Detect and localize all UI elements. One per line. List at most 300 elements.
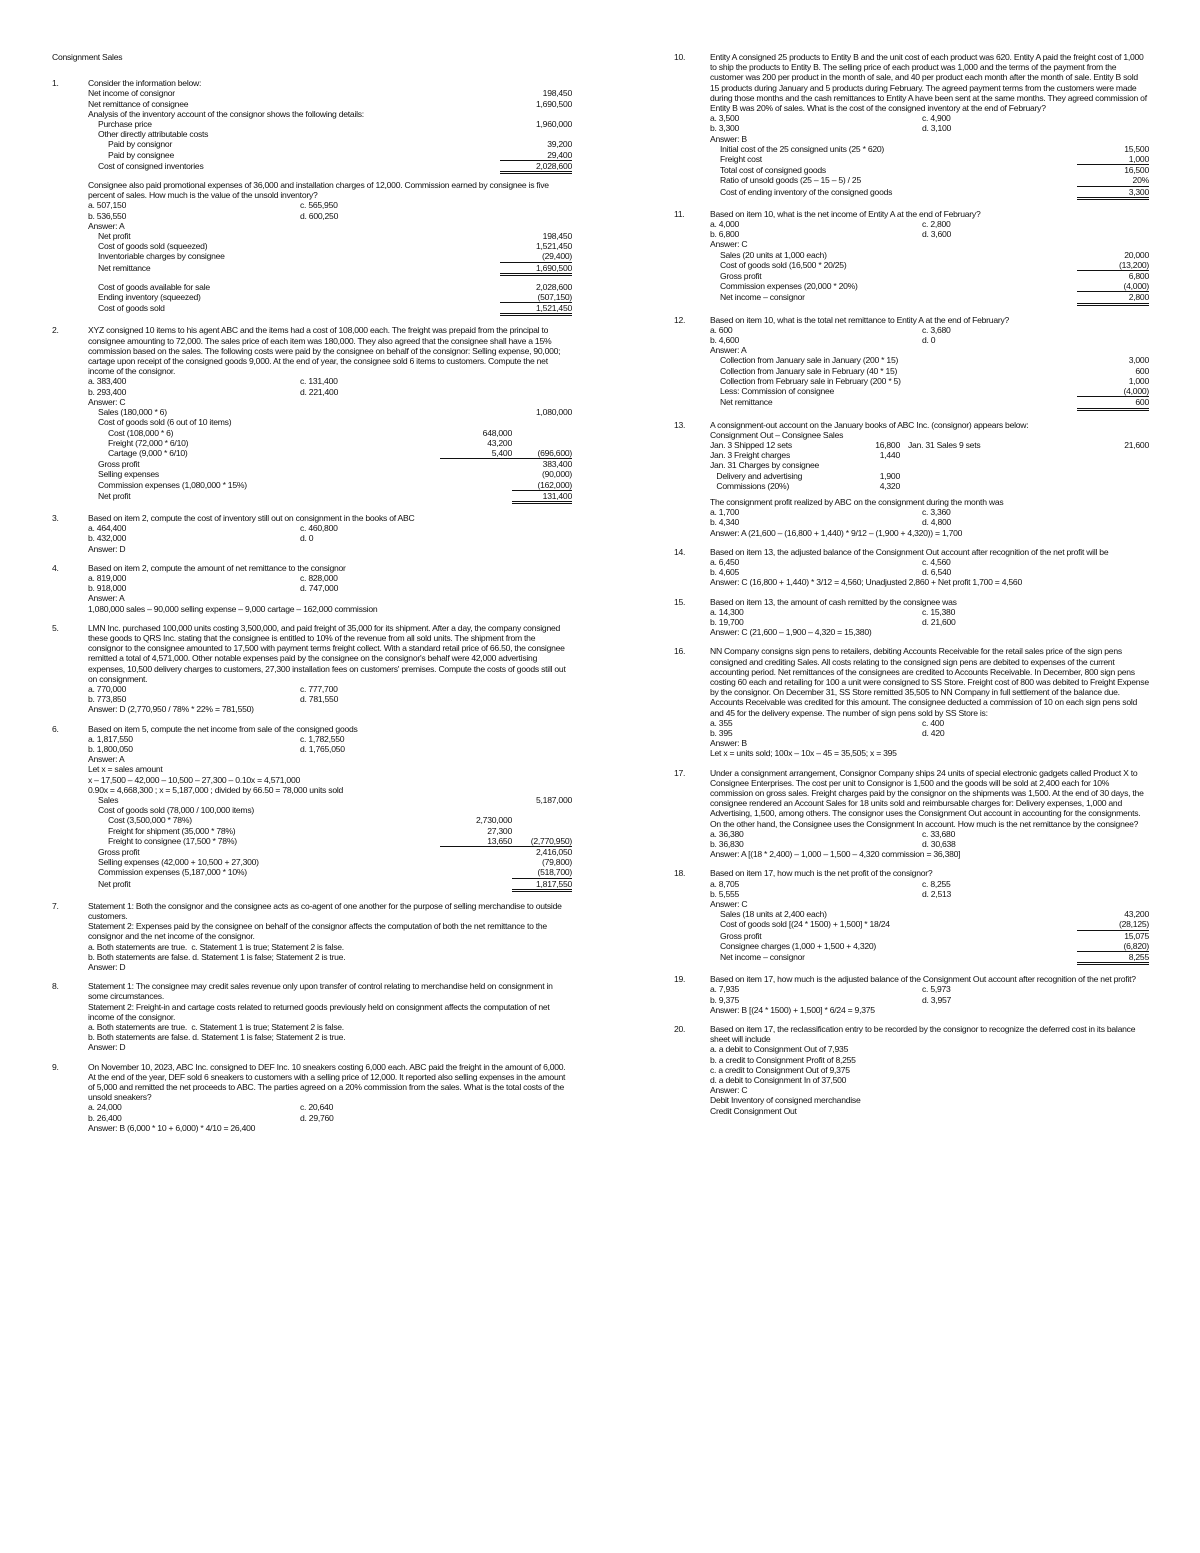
row-label: Inventoriable charges by consignee: [98, 251, 225, 262]
choice: d. 221,400: [300, 386, 339, 397]
question-1: [52, 78, 572, 316]
question-number: 11.: [674, 208, 685, 219]
answer-key: Answer: A (21,600 – (16,800 + 1,440) * 9/12 – (1,900 + 4,320)) = 1,700: [710, 527, 963, 538]
row-total: 2,416,050: [536, 847, 572, 858]
question-number: 16.: [674, 646, 686, 657]
answer-choices: [710, 607, 1149, 627]
text-line: Statement 2: Freight-in and cartage costs related to returned goods previously held on consignment affects the computation of net income of the consignor.: [88, 1001, 552, 1022]
row-label: Sales (180,000 * 6): [98, 407, 167, 418]
solution-table: [710, 355, 1149, 410]
answer-choices: [88, 523, 572, 543]
answer-choices: [88, 684, 572, 704]
table-row: [710, 260, 1149, 271]
answer-key: Answer: C (21,600 – 1,900 – 4,320 = 15,380): [710, 627, 872, 638]
answer-choices: [710, 718, 1149, 738]
answer-key: Answer: D: [88, 1042, 126, 1053]
text-line: Statement 1: The consignee may credit sales revenue only upon transfer of control relating to merchandise held on consignment in some circumstances.: [88, 981, 555, 1002]
row-value: 2,800: [1077, 292, 1149, 305]
question-17: [674, 768, 1149, 860]
question-text: A consignment-out account on the January books of ABC Inc. (consignor) appears below:: [710, 419, 1029, 430]
solution-text: Let x = units sold; 100x – 10x – 45 = 35,505; x = 395: [710, 748, 897, 759]
choice: b. 773,850: [88, 694, 127, 705]
table-row: [88, 119, 572, 129]
row-label: Ending inventory (squeezed): [98, 292, 201, 303]
question-number: 12.: [674, 314, 686, 325]
answer-key: Answer: B [(24 * 1500) + 1,500] * 6/24 = 9,375: [710, 1004, 875, 1015]
row-value: (28,125): [1077, 919, 1149, 930]
choice: a. 1,817,550: [88, 733, 133, 744]
row-label: Cost (3,500,000 * 78%): [108, 815, 192, 826]
answer-key: Answer: A [(18 * 2,400) – 1,000 – 1,500 – 4,320 commission = 36,380]: [710, 849, 961, 860]
choice: d. 3,100: [922, 123, 952, 134]
credit-label: Jan. 31 Sales 9 sets: [908, 439, 981, 450]
question-text: On November 10, 2023, ABC Inc. consigned to DEF Inc. 10 sneakers costing 6,000 each. ABC paid the freight in the amount of 6,000. At the end of the year, DEF sold 6 sneakers to customers with a selling price of 12,000. It reported also selling expenses in the amount of 5,000 and remitted the net proceeds to ABC. The parties agreed on a 20% commission from the sales. What is the total costs of the unsold sneakers?: [88, 1061, 568, 1103]
table-row: [710, 144, 1149, 154]
row-subtotal: [440, 879, 512, 892]
right-column: [674, 52, 1149, 1125]
row-label: Cost of goods sold: [98, 303, 165, 314]
answer-choices: [710, 507, 1149, 527]
row-subtotal: [440, 480, 512, 491]
row-label: Gross profit: [720, 271, 762, 282]
text-line: Statement 2: Expenses paid by the consignee on behalf of the consignor affects the computation of both the net remittance to the consignor and the net income of the consignor.: [88, 921, 550, 942]
question-6: [52, 724, 572, 892]
choice: a. 4,000: [710, 219, 740, 230]
row-value: 20%: [1077, 175, 1149, 186]
row-total: (518,700): [512, 867, 572, 878]
row-label: Ratio of unsold goods (25 – 15 – 5) / 25: [720, 175, 861, 186]
row-label: Net income – consignor: [720, 952, 805, 963]
table-row: [88, 282, 572, 292]
ledger-row: [710, 471, 1149, 481]
choice: d. 781,550: [300, 694, 339, 705]
choice: b. 293,400: [88, 386, 127, 397]
row-subtotal: [440, 491, 512, 504]
row-total: 1,080,000: [536, 407, 572, 418]
question-text: Based on item 2, compute the amount of net remittance to the consignor: [88, 562, 346, 573]
row-value: 1,690,500: [536, 98, 572, 109]
choice: b. 4,605: [710, 567, 740, 578]
debit-amount: 1,440: [879, 450, 900, 461]
table-row: [88, 251, 572, 262]
choice: b. 19,700: [710, 616, 744, 627]
answer-choices: [710, 219, 1149, 239]
row-label: Gross profit: [720, 930, 762, 941]
row-total: 1,817,550: [512, 879, 572, 892]
row-label: Sales (20 units at 1,000 each): [720, 249, 827, 260]
choice: a. 6,450: [710, 556, 740, 567]
text-line: a. a debit to Consignment Out of 7,935: [710, 1044, 849, 1055]
answer-key: Answer: C: [710, 239, 748, 250]
table-row: [88, 438, 572, 448]
table-row: [88, 448, 572, 459]
question-text: Based on item 2, compute the cost of inventory still out on consignment in the books of ABC: [88, 512, 415, 523]
table-row: [710, 271, 1149, 281]
question-14: [674, 547, 1149, 588]
debit-label: Delivery and advertising: [710, 470, 803, 481]
solution-table-2: [88, 282, 572, 317]
credit-label: [900, 471, 1089, 481]
given-table: [88, 88, 572, 174]
row-value: 2,028,600: [500, 161, 572, 174]
question-number: 10.: [674, 52, 686, 62]
credit-amount: 21,600: [1124, 439, 1149, 450]
question-number: 7.: [52, 900, 59, 911]
table-row: [710, 154, 1149, 165]
row-subtotal: [440, 407, 512, 417]
row-total: 383,400: [542, 459, 572, 470]
table-row: [88, 805, 572, 815]
row-subtotal: 648,000: [482, 427, 512, 438]
table-row: [710, 175, 1149, 186]
question-13: [674, 420, 1149, 538]
choice: d. 21,600: [922, 616, 956, 627]
row-total: (79,800): [541, 857, 572, 868]
question-5: [52, 623, 572, 715]
row-total: [512, 438, 572, 448]
account-title: Consignment Out – Consignee Sales: [710, 429, 844, 440]
debit-label: Jan. 31 Charges by consignee: [710, 460, 820, 471]
choice: d. 1,765,050: [300, 743, 345, 754]
choice: b. 4,340: [710, 517, 740, 528]
text-line: a. Both statements are true. c. Statement 1 is true; Statement 2 is false.: [88, 941, 344, 952]
choice: b. 36,830: [710, 839, 744, 850]
debit-amount: 4,320: [879, 480, 900, 491]
ledger-row: [710, 440, 1149, 450]
text-line: b. a credit to Consignment Profit of 8,255: [710, 1054, 856, 1065]
choice: a. 7,935: [710, 984, 740, 995]
row-value: 1,000: [1128, 375, 1149, 386]
statements: [88, 981, 572, 1022]
table-row: [88, 815, 572, 825]
row-label: Total cost of consigned goods: [720, 165, 826, 176]
row-label: Collection from January sale in January (200 * 15): [720, 355, 899, 366]
row-value: [500, 129, 572, 139]
answer-choices: [710, 829, 1149, 849]
question-text: Based on item 10, what is the net income of Entity A at the end of February?: [710, 208, 981, 219]
choice: c. 565,950: [300, 200, 338, 211]
row-value: 20,000: [1124, 249, 1149, 260]
row-label: Freight (72,000 * 6/10): [108, 437, 189, 448]
answer-key: Answer: A: [710, 345, 747, 356]
answer-choices: [88, 573, 572, 593]
debit-label: Jan. 3 Shipped 12 sets: [710, 439, 792, 450]
credit-label: [900, 450, 1089, 460]
choice: a. 819,000: [88, 572, 127, 583]
answer-choices: [710, 984, 1149, 1004]
table-row: [710, 355, 1149, 365]
choice: b. 9,375: [710, 994, 740, 1005]
question-number: 14.: [674, 546, 686, 557]
choice: d. 420: [922, 727, 945, 738]
question-text: NN Company consigns sign pens to retailers, debiting Accounts Receivable for the retail sales price of the sign pens consigned and crediting Sales. All costs relating to the consigned sign pens are debited to expenses of the current accounting period. Net remittances of the consignees are credited to Accounts Receivable. In December, 800 sign pens costing 60 each and retailing for 100 a unit were consigned to SS Store. Freight cost of 800 was debited to Freight Expense by the consignor. On December 31, SS Store remitted 35,505 to NN Company in full settlement of the balance due. Accounts Receivable was credited for this amount. The consignee deducted a commission of 10 on each sign pens sold and 45 for the delivery expense. The number of sign pens sold by SS Store is:: [710, 646, 1151, 718]
row-value: (507,150): [500, 292, 572, 303]
debit-amount: [860, 460, 900, 470]
row-value: 600: [1135, 365, 1149, 376]
choice: b. 5,555: [710, 888, 740, 899]
credit-amount: [1089, 450, 1149, 460]
row-label: Cost of goods sold (squeezed): [98, 241, 208, 252]
row-label: Consignee charges (1,000 + 1,500 + 4,320): [720, 940, 877, 951]
row-label: Initial cost of the 25 consigned units (25 * 620): [720, 143, 885, 154]
answer-key: Answer: D: [88, 962, 126, 973]
answer-key: Answer: B: [710, 738, 747, 749]
ledger-row: [710, 481, 1149, 491]
answer-key: Answer: D: [88, 543, 126, 554]
row-value: (6,820): [1077, 941, 1149, 952]
table-row: [710, 376, 1149, 386]
question-number: 4.: [52, 562, 59, 573]
row-total: [512, 805, 572, 815]
answer-choices: [710, 557, 1149, 577]
credit-label: [900, 481, 1089, 491]
question-19: [674, 974, 1149, 1015]
row-value: 1,521,450: [536, 241, 572, 252]
question-9: [52, 1062, 572, 1133]
credit-label: [900, 460, 1089, 470]
choice: c. 8,255: [922, 878, 951, 889]
row-label: Collection from February sale in February (200 * 5): [720, 375, 901, 386]
choice: c. 33,680: [922, 828, 956, 839]
solution-table: [88, 407, 572, 504]
row-label: Commission expenses (5,187,000 * 10%): [98, 867, 247, 878]
row-label: Cost of consigned inventories: [98, 160, 204, 171]
choice: c. 460,800: [300, 523, 338, 534]
question-4: [52, 563, 572, 614]
solution-table: [710, 909, 1149, 965]
debit-amount: 1,900: [879, 470, 900, 481]
table-row: [88, 836, 572, 847]
answer-choices: [88, 376, 572, 396]
row-total: [512, 826, 572, 836]
row-total: [512, 417, 572, 427]
choice: b. 4,600: [710, 335, 740, 346]
choice: d. 0: [300, 533, 314, 544]
choice: a. 464,400: [88, 523, 127, 534]
table-row: [710, 366, 1149, 376]
text-line: c. a credit to Consignment Out of 9,375: [710, 1064, 850, 1075]
choice: c. 5,973: [922, 984, 951, 995]
row-subtotal: [440, 857, 512, 867]
row-value: 15,075: [1124, 930, 1149, 941]
row-label: Cost (108,000 * 6): [108, 427, 174, 438]
row-subtotal: 13,650: [440, 836, 512, 847]
table-row: [710, 941, 1149, 952]
question-text: LMN Inc. purchased 100,000 units costing 3,500,000, and paid freight of 35,000 for its shipment. After a day, the company consigned these goods to QRS Inc. stating that the consignee is entitled to 10% of the revenue from all sold units. The shipment from the consignor to the consignee amounted to 17,500 with payment terms freight collect. With a standard retail price of 66.50, the consignee remitted a total of 4,571,000. Other notable expenses paid by the consignee on the consignor's behalf were 42,000 advertising expenses, 10,500 delivery charges to customers, 27,300 installation fees on customers' premises. Compute the costs of goods still out on consignment.: [88, 622, 568, 684]
row-total: 131,400: [512, 491, 572, 504]
table-row: [710, 292, 1149, 305]
table-row: [88, 867, 572, 878]
row-subtotal: [440, 469, 512, 479]
choice: d. 30,638: [922, 839, 956, 850]
answer-choices: [710, 879, 1149, 899]
question-text: Based on item 17, the reclassification entry to be recorded by the consignor to recognize the deferred cost in its balance sheet will include: [710, 1024, 1138, 1045]
row-label: Net profit: [98, 878, 131, 889]
row-value: 198,450: [542, 231, 572, 242]
choice: c. 777,700: [300, 683, 338, 694]
solution-table: [710, 144, 1149, 200]
question-text: Based on item 13, the adjusted balance of the Consignment Out account after recognition of the net profit will be: [710, 546, 1109, 557]
row-label: Sales: [98, 795, 119, 805]
row-value: (13,200): [1077, 260, 1149, 271]
choice: c. 828,000: [300, 572, 338, 583]
debit-amount: 16,800: [875, 439, 900, 450]
table-row: [88, 407, 572, 417]
question-number: 17.: [674, 767, 686, 778]
question-number: 8.: [52, 981, 59, 992]
answer-choices: [88, 1022, 572, 1042]
ledger-row: [710, 450, 1149, 460]
table-row: [710, 919, 1149, 930]
choice: c. 4,560: [922, 556, 951, 567]
choice: c. 400: [922, 717, 944, 728]
row-value: [500, 109, 572, 119]
text-line: d. a debit to Consignment In of 37,500: [710, 1075, 847, 1086]
question-11: [674, 209, 1149, 306]
choice: a. 355: [710, 717, 733, 728]
answer-choices: [88, 1102, 572, 1122]
answer-key: Answer: B: [710, 133, 747, 144]
answer-key: Answer: C: [88, 396, 126, 407]
choice: d. 3,600: [922, 229, 952, 240]
row-total: (2,770,950): [512, 836, 572, 847]
credit-amount: [1089, 471, 1149, 481]
row-value: 6,800: [1128, 271, 1149, 282]
row-label: Freight to consignee (17,500 * 78%): [108, 835, 237, 846]
table-row: [710, 187, 1149, 200]
debit-label: Commissions (20%): [710, 480, 790, 491]
document-title: Consignment Sales: [52, 52, 123, 62]
row-subtotal: 27,300: [487, 825, 512, 836]
row-label: Analysis of the inventory account of the consignor shows the following details:: [88, 108, 364, 119]
row-value: 1,960,000: [536, 119, 572, 130]
question-7: [52, 901, 572, 972]
choice: d. 29,760: [300, 1112, 334, 1123]
row-subtotal: [440, 459, 512, 469]
row-value: 1,521,450: [500, 303, 572, 316]
row-label: Cost of goods sold (6 out of 10 items): [98, 417, 232, 428]
choice: c. 3,360: [922, 507, 951, 518]
journal-entry: [710, 1095, 1149, 1115]
question-20: [674, 1024, 1149, 1116]
choice: d. 600,250: [300, 210, 339, 221]
row-label: Cost of goods sold [(24 * 1500) + 1,500] * 18/24: [720, 919, 890, 930]
choice: b. 395: [710, 727, 733, 738]
row-label: Freight for shipment (35,000 * 78%): [108, 825, 236, 836]
solution-table: [88, 795, 572, 892]
question-number: 3.: [52, 512, 59, 523]
table-row: [88, 428, 572, 438]
solution-text: 1,080,000 sales – 90,000 selling expense – 9,000 cartage – 162,000 commission: [88, 603, 378, 614]
row-label: Other directly attributable costs: [98, 129, 209, 140]
table-row: [710, 909, 1149, 919]
question-text: XYZ consigned 10 items to his agent ABC and the items had a cost of 108,000 each. The freight was prepaid from the principal to consignee amounting to 72,000. The sales price of each item was 180,000. They also agreed that the consignee shall have a 15% commission based on the sales. The following costs were paid by the consignee on behalf of the consignor: Selling expense, 90,000; cartage upon receipt of the consigned goods 9,000. At the end of year, the consignee sold 6 items to customers. Compute the net income of the consignor.: [88, 325, 563, 377]
table-row: [88, 139, 572, 149]
row-total: (90,000): [541, 469, 572, 480]
row-label: Cost of goods available for sale: [98, 281, 210, 292]
answer-key: Answer: C: [710, 899, 748, 910]
solution-table: [88, 231, 572, 276]
question-intro: Consider the information below:: [88, 78, 202, 89]
table-row: [88, 129, 572, 139]
choice: a. 383,400: [88, 376, 127, 387]
row-label: Cost of ending inventory of the consigned goods: [720, 186, 893, 197]
choice: b. 432,000: [88, 533, 127, 544]
choice: b. 6,800: [710, 229, 740, 240]
row-value: 43,200: [1124, 909, 1149, 920]
row-value: 600: [1077, 397, 1149, 410]
row-total: [512, 428, 572, 438]
credit-amount: [1089, 481, 1149, 491]
row-label: Selling expenses: [98, 469, 159, 480]
row-value: 16,500: [1124, 165, 1149, 176]
choice: a. 3,500: [710, 113, 740, 124]
table-row: [88, 303, 572, 316]
table-row: [88, 88, 572, 98]
table-row: [88, 241, 572, 251]
row-total: 5,187,000: [536, 795, 572, 805]
table-row: [710, 397, 1149, 410]
answer-key: Answer: D (2,770,950 / 78% * 22% = 781,550): [88, 704, 254, 715]
row-value: (4,000): [1077, 281, 1149, 292]
question-text-2: The consignment profit realized by ABC on the consignment during the month was: [710, 496, 1004, 507]
answer-key: Answer: A: [88, 593, 125, 604]
choice: b. 1,800,050: [88, 743, 133, 754]
row-value: (4,000): [1077, 386, 1149, 397]
row-label: Net remittance: [720, 397, 773, 408]
text-line: a. Both statements are true. c. Statement 1 is true; Statement 2 is false.: [88, 1022, 344, 1033]
row-value: 8,255: [1077, 952, 1149, 965]
choice: b. 3,300: [710, 123, 740, 134]
question-12: [674, 315, 1149, 411]
answer-key: Answer: A: [88, 220, 125, 231]
text-line: b. Both statements are false. d. Statement 1 is false; Statement 2 is true.: [88, 1032, 346, 1043]
answer-choices: [710, 113, 1149, 133]
table-row: [88, 150, 572, 161]
answer-choices: [88, 200, 572, 220]
choice: b. 536,550: [88, 210, 127, 221]
row-label: Commission expenses (1,080,000 * 15%): [98, 479, 247, 490]
row-label: Net income of consignor: [88, 88, 175, 99]
question-text: Based on item 10, what is the total net remittance to Entity A at the end of February?: [710, 314, 1010, 325]
row-label: Gross profit: [98, 847, 140, 858]
row-label: Paid by consignor: [108, 139, 173, 150]
row-value: 1,000: [1077, 154, 1149, 165]
row-value: (29,400): [500, 251, 572, 262]
choice: a. 1,700: [710, 507, 740, 518]
text-line: x – 17,500 – 42,000 – 10,500 – 27,300 – 0.10x = 4,571,000: [88, 774, 301, 785]
question-text: Consignee also paid promotional expenses of 36,000 and installation charges of 12,000. Commission earned by consignee is five percent of sales. How much is the value of the unsold inventory?: [88, 180, 551, 201]
choice: a. 600: [710, 324, 733, 335]
text-line: Statement 1: Both the consignor and the consignee acts as co-agent of one another for the purpose of selling merchandise to outside customers.: [88, 900, 564, 922]
choice: a. 36,380: [710, 828, 744, 839]
row-label: Net income – consignor: [720, 292, 805, 303]
answer-options: [710, 1044, 1149, 1085]
choice: d. 3,957: [922, 994, 952, 1005]
choice: c. 3,680: [922, 324, 951, 335]
row-subtotal: [440, 417, 512, 427]
question-number: 2.: [52, 325, 59, 336]
question-text: Based on item 5, compute the net income from sale of the consigned goods: [88, 723, 358, 734]
table-row: [88, 161, 572, 174]
row-label: Purchase price: [98, 119, 152, 130]
choice: b. 918,000: [88, 583, 127, 594]
question-number: 19.: [674, 974, 686, 985]
row-subtotal: 2,730,000: [476, 815, 512, 826]
table-row: [710, 250, 1149, 260]
left-column: [52, 52, 572, 1142]
answer-key: Answer: A: [88, 754, 125, 765]
